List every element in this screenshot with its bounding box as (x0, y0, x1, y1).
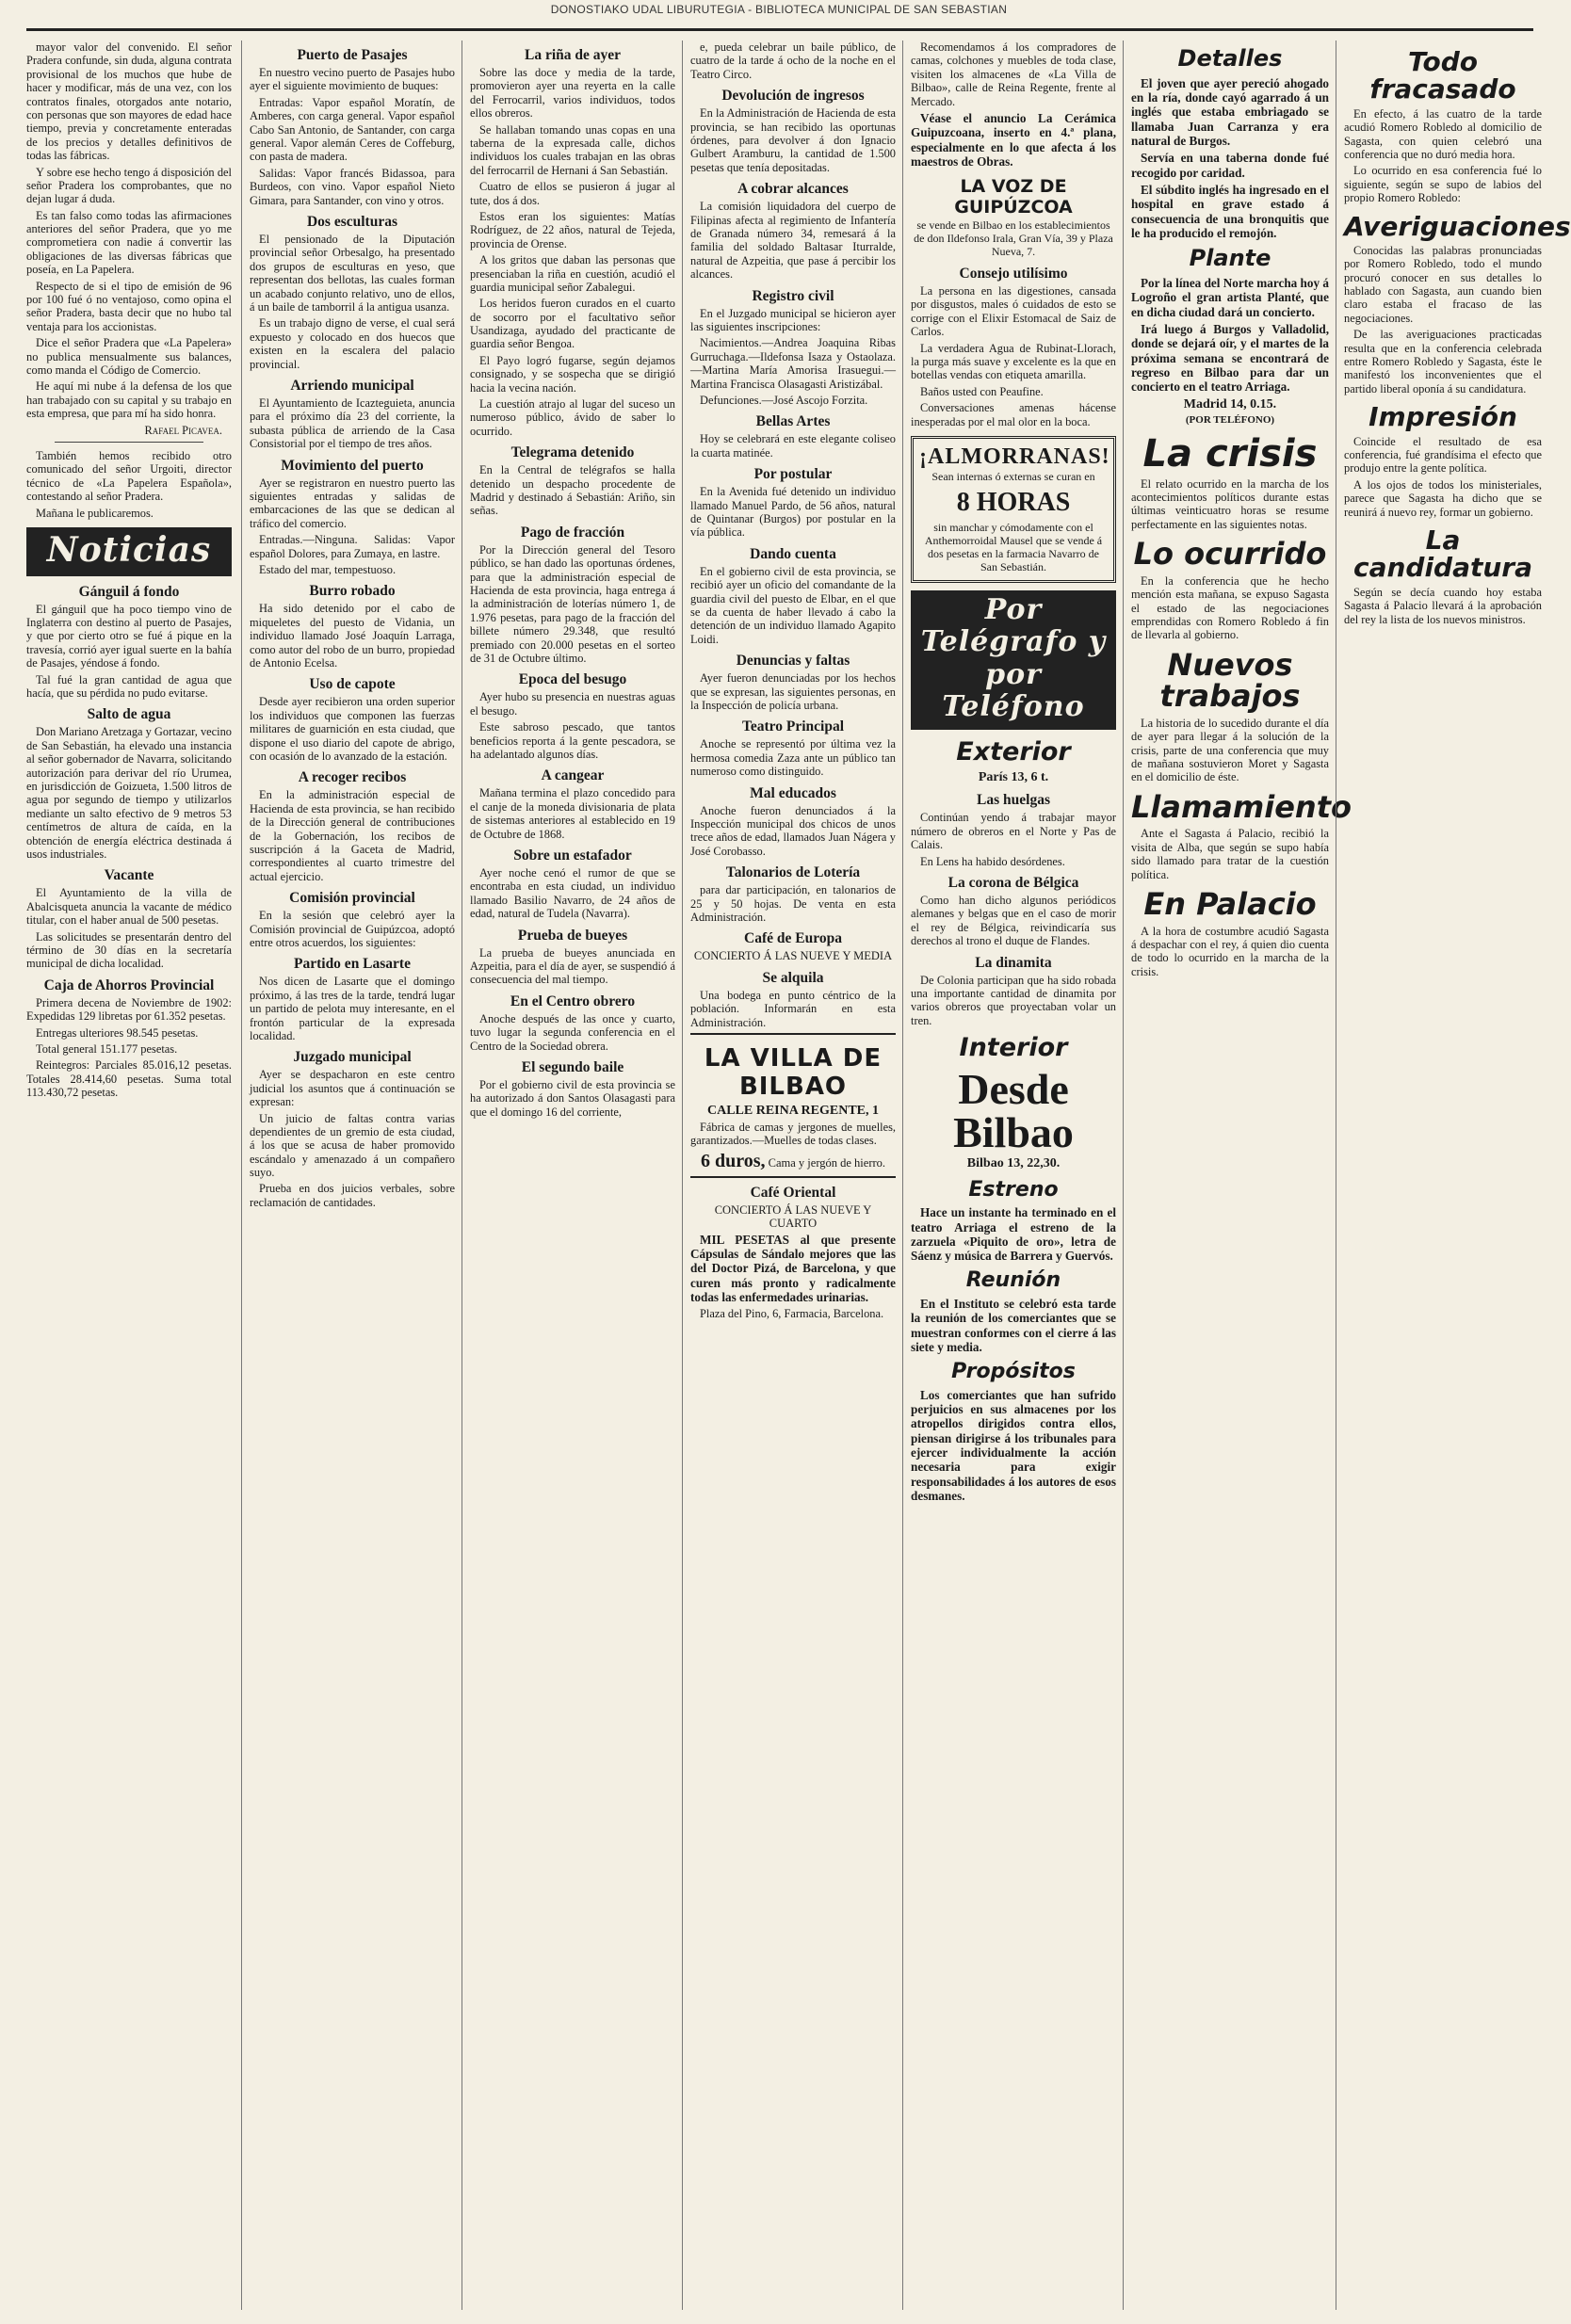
article-text: Cuatro de ellos se pusieron á jugar al tute, dos á dos. (470, 180, 675, 207)
divider (690, 1033, 896, 1035)
article-text: Mañana le publicaremos. (36, 506, 154, 520)
article-headline: La riña de ayer (524, 47, 622, 63)
article-text: El Ayuntamiento de Icazteguieta, anuncia para el próximo día 23 del corriente, la subasta pública de arriendo de la Casa Consistorial por el tiempo de tres años. (250, 395, 455, 451)
article-text: Desde ayer recibieron una orden superior los individuos que componen las fuerzas militares de guarnición en esta ciudad, que dispone el uso diario del capote de abrigo, con ocasión de lo avanzado de la estación. (250, 695, 455, 763)
article-text: En Lens ha habido desórdenes. (920, 854, 1065, 868)
article-text: Conversaciones amenas hácense inesperadas por el mal olor en la boca. (911, 401, 1116, 428)
article-headline: Movimiento del puerto (281, 457, 424, 474)
article-headline: La corona de Bélgica (947, 874, 1079, 891)
dateline: París 13, 6 t. (978, 770, 1049, 785)
article-text: Según se decía cuando hoy estaba Sagasta á Palacio llevará á la aprobación del rey la lista de los nuevos ministros. (1344, 585, 1542, 626)
article-headline: En el Centro obrero (510, 993, 636, 1009)
article-headline: Llamamiento (1131, 788, 1352, 825)
article-headline: Prueba de bueyes (517, 927, 628, 944)
column-6 (1123, 40, 1352, 2310)
ad-title: ¡ALMORRANAS! (919, 444, 1110, 469)
article-text: Nacimientos.—Andrea Joaquina Ribas Gurruchaga.—Ildefonsa Isaza y Ostaolaza.—Martina María Amorisa Irasuegui.—Martina Francisca Olasagasti Aristizábal. (690, 336, 896, 391)
article-text: Los comerciantes que han sufrido perjuicios en sus almacenes por los atropellos dirigidos contra ellos, piensan dirigirse á los tribunales para ejercer individualmente la acción necesaria para exigir responsabilidades á los autores de esos desmanes. (911, 1387, 1116, 1503)
article-text: De las averiguaciones practicadas resulta que en la conferencia celebrada entre Romero Robledo y Sagasta, éste le manifestó los inconvenientes que el partido liberal oponía á su candidatura. (1344, 328, 1542, 395)
article-headline: Reunión (965, 1268, 1061, 1293)
article-text: Hoy se celebrará en este elegante coliseo la cuarta matinée. (690, 432, 896, 460)
article-text: En el Juzgado municipal se hicieron ayer las siguientes inscripciones: (690, 306, 896, 333)
ad-headline: Café Oriental (750, 1184, 836, 1201)
article-headline: En Palacio (1143, 885, 1317, 922)
article-text: Anoche se representó por última vez la hermosa comedia Zaza ante un público tan numeroso como distinguido. (690, 737, 896, 779)
article-text: Total general 151.177 pesetas. (36, 1041, 178, 1056)
dateline: Madrid 14, 0.15. (1183, 396, 1277, 412)
article-text: En el gobierno civil de esta provincia, se recibió ayer un oficio del comandante de la guardia civil del puesto de Elbar, en el que se da cuenta de haber llevado á cabo la detención de un individuo llamado Agapito Loidi. (690, 564, 896, 646)
ad-headline: Café de Europa (744, 930, 842, 947)
article-text: Mañana termina el plazo concedido para el canje de la moneda divisionaria de plata de sistemas anteriores al establecido en 19 de Octubre de 1868. (470, 786, 675, 841)
column-1 (26, 40, 237, 2310)
article-headline: Lo ocurrido (1133, 536, 1327, 573)
article-headline: Impresión (1369, 401, 1517, 433)
ad-text: Fábrica de camas y jergones de muelles, garantizados.—Muelles de todas clases. (690, 1120, 896, 1148)
article-text: Hace un instante ha terminado en el teatro Arriaga el estreno de la zarzuela «Piquito de oro», letra de Sáenz y música de Barrera y Guervós. (911, 1205, 1116, 1264)
article-text: Ayer hubo su presencia en nuestras aguas el besugo. (470, 690, 675, 718)
column-5 (902, 40, 1122, 2310)
article-text: El gánguil que ha poco tiempo vino de Inglaterra con destino al puerto de Pasajes, y que por cierto otro se fué á pique en la travesía, corrió ayer igual suerte en la bahía de Pasajes, yéndose á fondo. (26, 602, 232, 670)
article-text: A los gritos que daban las personas que presenciaban la riña en cuestión, acudió el guardia municipal señor Zabalegui. (470, 253, 675, 294)
ad-headline: Se alquila (762, 969, 824, 986)
article-headline: Talonarios de Lotería (725, 864, 861, 881)
ad-title-villa-bilbao: LA VILLA DE BILBAO (704, 1044, 883, 1102)
ad-price (690, 1151, 896, 1172)
article-text: Véase el anuncio La Cerámica Guipuzcoana, inserto en 4.ª plana, especialmente en lo que afecta á los maestros de Obras. (911, 110, 1116, 169)
article-headline: Propósitos (951, 1360, 1076, 1384)
article-text: En la Central de telégrafos se halla detenido un despacho procedente de Madrid y destinado á Sebastián: Ariño, sin señas. (470, 463, 675, 518)
article-text: En efecto, á las cuatro de la tarde acudió Romero Robledo al domicilio de Sagasta, con quien celebró una conferencia que no duró media hora. (1344, 106, 1542, 161)
article-text: La historia de lo sucedido durante el día de ayer para llegar á la solución de la crisis, parte de una conferencia que muy de mañana sostuvieron Moret y Sagasta en el domicilio de éste. (1131, 716, 1329, 784)
article-text: Nos dicen de Lasarte que el domingo próximo, á las tres de la tarde, tendrá lugar un partido de pelota muy interesante, en el frontón particular de la expresada localidad. (250, 975, 455, 1042)
ad-price-value: 6 duros, (700, 1150, 766, 1171)
article-text: Entregas ulteriores 98.545 pesetas. (36, 1025, 199, 1040)
article-headline: Juzgado municipal (293, 1049, 412, 1066)
article-headline: Registro civil (752, 287, 834, 304)
article-headline: La candidatura (1352, 524, 1533, 584)
article-headline: Denuncias y faltas (736, 653, 850, 670)
article-headline: Epoca del besugo (518, 671, 627, 688)
article-text: Tal fué la gran cantidad de agua que hacía, que su pérdida no pudo evitarse. (26, 672, 232, 701)
article-text: Y sobre ese hecho tengo á disposición del señor Pradera los comprobantes, que no dejan lugar á duda. (26, 165, 232, 206)
article-text: Baños usted con Peaufine. (920, 384, 1044, 398)
article-headline: Telegrama detenido (510, 444, 635, 461)
article-text: Anoche fueron denunciados á la Inspección municipal dos chicos de unos trece años de edad, llamados Juan Nágera y José Corobasso. (690, 803, 896, 858)
article-text: Reintegros: Parciales 85.016,12 pesetas. Totales 28.414,60 pesetas. Suma total 113.430,72 pesetas. (26, 1058, 232, 1100)
ad-address: CALLE REINA REGENTE, 1 (706, 1103, 880, 1118)
article-headline: Caja de Ahorros Provincial (43, 976, 215, 993)
column-2 (241, 40, 461, 2310)
article-text: En nuestro vecino puerto de Pasajes hubo ayer el siguiente movimiento de buques: (250, 66, 455, 93)
article-text: Es un trabajo digno de verse, el cual será expuesto y colocado en dos huecos que existen en la escalera del palacio provincial. (250, 316, 455, 371)
article-text: Recomendamos á los compradores de camas, colchones y muebles de toda clase, visiten los almacenes de «La Villa de Bilbao», calle de Reina Regente, frente al Mercado. (911, 40, 1116, 108)
section-subheader-exterior: Exterior (956, 736, 1071, 767)
article-text: Sobre las doce y media de la tarde, promovieron ayer una reyerta en la calle del Ferrocarril, varios individuos, todos ellos obreros. (470, 66, 675, 121)
section-header-telegrafo: Por Telégrafo y por Teléfono (911, 590, 1116, 730)
ad-text: Una bodega en punto céntrico de la población. Informarán en esta Administración. (690, 989, 896, 1029)
ad-subtitle: CONCIERTO Á LAS NUEVE Y MEDIA (693, 949, 893, 963)
ad-text: Plaza del Pino, 6, Farmacia, Barcelona. (700, 1307, 884, 1321)
article-headline: El segundo baile (521, 1059, 624, 1076)
article-headline: Consejo utilísimo (959, 265, 1068, 282)
article-text: También hemos recibido otro comunicado del señor Urgoiti, director técnico de «La Papelera Española», contestando al señor Pradera. (26, 448, 232, 504)
article-text: En la Avenida fué detenido un individuo llamado Manuel Pardo, de 56 años, natural de Quintanar (Burgos) por postular en la vía pública. (690, 485, 896, 540)
article-headline: Bellas Artes (755, 413, 831, 430)
article-headline: Averiguaciones (1344, 210, 1571, 242)
article-headline: Gánguil á fondo (78, 583, 180, 600)
article-text: Estado del mar, tempestuoso. (259, 562, 397, 576)
article-text: e, pueda celebrar un baile público, de cuatro de la tarde á ocho de la noche en el Teatro Circo. (690, 40, 896, 81)
article-text: Salidas: Vapor francés Bidassoa, para Burdeos, con vino. Vapor español Nieto Gimara, para Santander, con vino y otros. (250, 166, 455, 207)
section-subheader-interior: Interior (959, 1033, 1068, 1063)
article-headline: La crisis (1142, 431, 1318, 476)
article-text: En la Administración de Hacienda de esta provincia, se han recibido las oportunas órdenes, para devolver á don Ignacio Gulbert Aramburu, la cantidad de 1.500 pesetas que tenía depositadas. (690, 106, 896, 174)
article-text: Respecto de si el tipo de emisión de 96 por 100 fué ó no ventajoso, como opina el señor Pradera, basta decir que no hubo tal ventaja para los accionistas. (26, 279, 232, 333)
article-text: Irá luego á Burgos y Valladolid, donde se dejará oír, y el martes de la próxima semana se encontrará de regreso en Bilbao para dar un concierto en el teatro Arriaga. (1131, 322, 1329, 395)
article-text: De Colonia participan que ha sido robada una importante cantidad de dinamita por varios obreros que proyectaban volar un tren. (911, 973, 1116, 1027)
article-text: Los heridos fueron curados en el cuarto de socorro por el facultativo señor Usandizaga, ayudado del practicante de guardia señor Bengoa. (470, 297, 675, 351)
article-text: Entradas: Vapor español Moratín, de Amberes, con carga general. Vapor español Cabo San Antonio, de Santander, con carga general. Vapor alemán Ceres de Coffeburg, con pasta de madera. (250, 95, 455, 164)
article-headline: Sobre un estafador (513, 847, 632, 863)
article-text: En la sesión que celebró ayer la Comisión provincial de Guipúzcoa, adoptó entre otros acuerdos, los siguientes: (250, 909, 455, 949)
column-4 (682, 40, 901, 2310)
article-text: Primera decena de Noviembre de 1902: Expedidas 129 libretas por 61.352 pesetas. (26, 995, 232, 1024)
article-headline: A recoger recibos (298, 769, 407, 786)
ad-box-almorranas (911, 436, 1116, 583)
article-headline: Estreno (968, 1177, 1059, 1202)
article-text: El pensionado de la Diputación provincial señor Orbesalgo, ha presentado dos grupos de esculturas en yeso, que representan dos bellotas, las cuales forman un acabado conjunto relativo, uno de ellos, á un baile de tamborril á la antigua usanza. (250, 233, 455, 314)
divider (55, 442, 203, 447)
article-text: Ayer noche cenó el rumor de que se encontraba en esta ciudad, un individuo llamado Basilio Navarro, de 24 años de edad, natural de Tudela (Navarra). (470, 866, 675, 921)
article-text: El relato ocurrido en la marcha de los acontecimientos políticos durante estas últimas veinticuatro horas se resume perfectamente en las siguientes notas. (1131, 476, 1329, 531)
article-text: Coincide el resultado de esa conferencia, fué grandísima el efecto que produjo entre la gente política. (1344, 434, 1542, 476)
divider (690, 1176, 896, 1178)
ad-subtitle: Sean internas ó externas se curan en (931, 469, 1095, 483)
article-text: A los ojos de todos los ministeriales, parece que Sagasta ha dicho que se reunirá á nuevo rey, formar un gobierno. (1344, 477, 1542, 519)
newspaper-page (26, 28, 1571, 2315)
article-text: Como han dicho algunos periódicos alemanes y belgas que en el caso de morir el rey de Bélgica, reivindicaría sus derechos al trono el duque de Flandes. (911, 893, 1116, 948)
article-headline: Puerto de Pasajes (297, 47, 408, 63)
article-headline: Burro robado (309, 583, 396, 600)
article-text: Por el gobierno civil de esta provincia se ha autorizado á don Santos Olasagasti para que el domingo 16 del corriente, (470, 1078, 675, 1119)
article-text: mayor valor del convenido. El señor Pradera confunde, sin duda, alguna contrata provisional de los muchos que hube de hacer y modificar, más de una vez, con los contratos finales, otorgados ante notario, con personas que son mayores de edad hace tiempo, previa y concretamente enteradas de los precios y detalles definitivos de todas las fábricas. (26, 40, 232, 163)
article-text: Lo ocurrido en esa conferencia fué lo siguiente, según se supo de labios del propio Romero Robledo: (1344, 164, 1542, 205)
article-text: He aquí mi nube á la defensa de los que han trabajado con su capital y su trabajo en esta empresa, que para mí ha sido honra. (26, 379, 232, 421)
article-text: Ante el Sagasta á Palacio, recibió la visita de Alba, que según se supo había sido llamado para tratar de la cuestión política. (1131, 827, 1329, 881)
article-text: Se hallaban tomando unas copas en una taberna de la expresada calle, dichos individuos los cuales trabajan en las obras del ferrocarril de Hernani á San Sebastián. (470, 122, 675, 177)
article-headline: Las huelgas (977, 792, 1050, 809)
article-headline: A cangear (541, 767, 605, 784)
article-headline: A cobrar alcances (737, 181, 849, 198)
article-headline: Teatro Principal (741, 718, 845, 735)
article-headline: Pago de fracción (520, 524, 625, 541)
article-text: Ayer se despacharon en este centro judicial los asuntos que á continuación se expresan: (250, 1068, 455, 1109)
article-headline: Dos esculturas (306, 213, 397, 230)
article-text: Un juicio de faltas contra varias dependientes de un gremio de esta ciudad, á los que se acusa de haber promovido escándalo y amenazado á un compañero suyo. (250, 1111, 455, 1180)
ad-text: MIL PESETAS al que presente Cápsulas de Sándalo mejores que las del Doctor Pizá, de Barcelona, y que curen más pronto y radicalmente todas las enfermedades urinarias. (690, 1232, 896, 1305)
ad-text: sin manchar y cómodamente con el Anthemorroidal Mausel que se vende á dos pesetas en la farmacia Navarro de San Sebastián. (924, 521, 1103, 573)
article-text: Ha sido detenido por el cabo de miqueletes del puesto de Vidania, un individuo llamado José Joaquín Larraga, como autor del robo de un burro, propiedad de Antonio Ecelsa. (250, 602, 455, 670)
article-headline: Uso de capote (309, 676, 396, 693)
article-headline: Partido en Lasarte (294, 956, 411, 973)
article-text: Ayer se registraron en nuestro puerto las siguientes entradas y salidas de embarcaciones de las que se dedican al tráfico del comercio. (250, 476, 455, 530)
article-text: Estos eran los siguientes: Matías Rodríguez, de 22 años, natural de Tejeda, provincia de Orense. (470, 209, 675, 250)
article-text: Defunciones.—José Ascojo Forzita. (700, 393, 868, 407)
article-text: La comisión liquidadora del cuerpo de Filipinas afecta al regimiento de Infantería de Granada número 34, remesará á la familia del soldado Baltasar Iturralde, natural de Azpeitia, que pase á percibir los alcances. (690, 200, 896, 282)
article-headline: Comisión provincial (289, 890, 415, 907)
article-text: Las solicitudes se presentarán dentro del término de 30 días en la secretaría municipal de dicha localidad. (26, 929, 232, 971)
article-text: Dice el señor Pradera que «La Papelera» no publica mensualmente sus balances, como manda el Código de Comercio. (26, 336, 232, 377)
article-text: Por la línea del Norte marcha hoy á Logroño el gran artista Planté, que en dicha ciudad dará un concierto. (1131, 276, 1329, 319)
article-headline: Salto de agua (87, 706, 171, 723)
article-text: El súbdito inglés ha ingresado en el hospital en grave estado á consecuencia de una bronquitis que le ha producido el remojón. (1131, 183, 1329, 240)
article-headline: Vacante (104, 867, 154, 884)
column-3 (462, 40, 681, 2310)
article-text: Don Mariano Aretzaga y Gortazar, vecino de San Sebastián, ha elevado una instancia al señor gobernador de Navarra, solicitando autorización para derivar del río Urumea, en jurisdicción de Goizueta, 1.500 litros de agua por segundo de tiempo y utilizarlos mediante un salto efectivo de 9 metros 53 centímetros de altura de caída, en la obtención de energía eléctrica destinada á usos industriales. (26, 725, 232, 861)
article-headline: Nuevos trabajos (1159, 646, 1301, 715)
ad-price-text: Cama y jergón de hierro. (768, 1155, 886, 1170)
article-text: Anoche después de las once y cuarto, tuvo lugar la segunda conferencia en el Centro de la Sociedad obrera. (470, 1011, 675, 1053)
article-text: Por la Dirección general del Tesoro público, se han dado las oportunas órdenes, para que la administración especial de Hacienda de esta provincia, haga entrega á la administración de loterías número 1, de 1.976 pesetas, para pago de la fracción del billete número 29.348, que resultó premiado con 20.000 pesetas en el sorteo de 31 de Octubre último. (470, 542, 675, 665)
article-headline: Dando cuenta (750, 545, 836, 562)
section-header-desde-bilbao: Desde Bilbao (953, 1065, 1074, 1157)
article-headline: Devolución de ingresos (721, 88, 865, 105)
signature: Rafael Picavea. (144, 423, 222, 437)
article-headline: La dinamita (975, 954, 1052, 971)
ad-text: se vende en Bilbao en los establecimientos de don Ildefonso Irala, Gran Vía, 39 y Plaza Nueva, 7. (914, 218, 1113, 259)
archive-banner: DONOSTIAKO UDAL LIBURUTEGIA - BIBLIOTECA MUNICIPAL DE SAN SEBASTIAN (550, 3, 1008, 16)
column-7 (1336, 40, 1571, 2310)
ad-subtitle: CONCIERTO Á LAS NUEVE Y CUARTO (714, 1202, 872, 1231)
article-text: Entradas.—Ninguna. Salidas: Vapor español Dolores, para Zumaya, en lastre. (250, 533, 455, 560)
article-text: Es tan falso como todas las afirmaciones anteriores del señor Pradera, que yo me comprometiera con nadie á convertir las obligaciones de las diversas fábricas que poseía, en La Papelera. (26, 208, 232, 277)
article-text: Servía en una taberna donde fué recogido por caridad. (1131, 151, 1329, 180)
dateline: Bilbao 13, 22,30. (966, 1156, 1061, 1171)
article-headline: Arriendo municipal (290, 377, 414, 394)
article-text: La verdadera Agua de Rubinat-Llorach, la purga más suave y excelente es la que en botellas vendas con etiqueta amarilla. (911, 341, 1116, 382)
article-headline: Mal educados (750, 784, 836, 801)
article-text: Prueba en dos juicios verbales, sobre reclamación de cantidades. (250, 1182, 455, 1209)
article-text: A la hora de costumbre acudió Sagasta á despachar con el rey, á quien dio cuenta de todo lo ocurrido en la marcha de la crisis. (1131, 924, 1329, 978)
article-text: La persona en las digestiones, cansada por disgustos, males ó cuidados de esto se corrige con el Elixir Estomacal de Saiz de Carlos. (911, 284, 1116, 339)
article-headline: Detalles (1177, 45, 1283, 72)
article-headline: Por postular (753, 466, 833, 483)
article-text: Conocidas las palabras pronunciadas por Romero Robledo, todo el mundo procuró conocer en sus detalles lo hablado con Sagasta, aun cuando bien claro estaba el fracaso de las negociaciones. (1344, 243, 1542, 325)
article-text: Este sabroso pescado, que tantos beneficios reporta á la gente pescadora, se ha adelantado algunos días. (470, 720, 675, 761)
article-text: En la conferencia que he hecho mención esta mañana, se expuso Sagasta el estado de las negociaciones emprendidas con Romero Robledo á fin de llevarla al gobierno. (1131, 573, 1329, 642)
section-header-noticias: Noticias (26, 527, 232, 576)
article-headline: Plante (1189, 245, 1271, 272)
ad-title-voz: LA VOZ DE GUIPÚZCOA (954, 176, 1073, 218)
article-text: La cuestión atrajo al lugar del suceso un numeroso público, ávido de saber lo ocurrido. (470, 397, 675, 438)
article-text: La prueba de bueyes anunciada en Azpeitia, para el día de ayer, se suspendió á consecuencia del mal tiempo. (470, 945, 675, 987)
article-text: El Payo logró fugarse, según dejamos consignado, y se sospecha que se dirigió hacia la vecina nación. (470, 353, 675, 395)
article-headline: Todo fracasado (1369, 46, 1516, 105)
article-text: Continúan yendo á trabajar mayor número de obreros en el Norte y Pas de Calais. (911, 811, 1116, 852)
article-text: En la administración especial de Hacienda de esta provincia, se han recibido de la Dirección general de contribuciones de la Gobernación, los recibos de suscripción á la Gaceta de Madrid, correspondientes al cuarto trimestre del actual ejercicio. (250, 788, 455, 883)
article-text: para dar participación, en talonarios de 25 y 50 hojas. De venta en esta Administración. (690, 883, 896, 925)
article-text: En el Instituto se celebró esta tarde la reunión de los comerciantes que se muestran conformes con el cierre á las siete y media. (911, 1296, 1116, 1354)
article-text: El joven que ayer pereció ahogado en la ría, donde cayó agarrado á un inglés que estaba embriagado se llamaba Juan Carranza y era natural de Burgos. (1131, 75, 1329, 149)
article-text: Ayer fueron denunciadas por los hechos que se expresan, las siguientes personas, en la Inspección de policía urbana. (690, 671, 896, 712)
ad-highlight: 8 HORAS (956, 487, 1071, 517)
article-text: El Ayuntamiento de la villa de Abalcisqueta anuncia la vacante de médico titular, con el haber anual de 500 pesetas. (26, 886, 232, 928)
dateline-note: (POR TELÉFONO) (1185, 413, 1275, 426)
